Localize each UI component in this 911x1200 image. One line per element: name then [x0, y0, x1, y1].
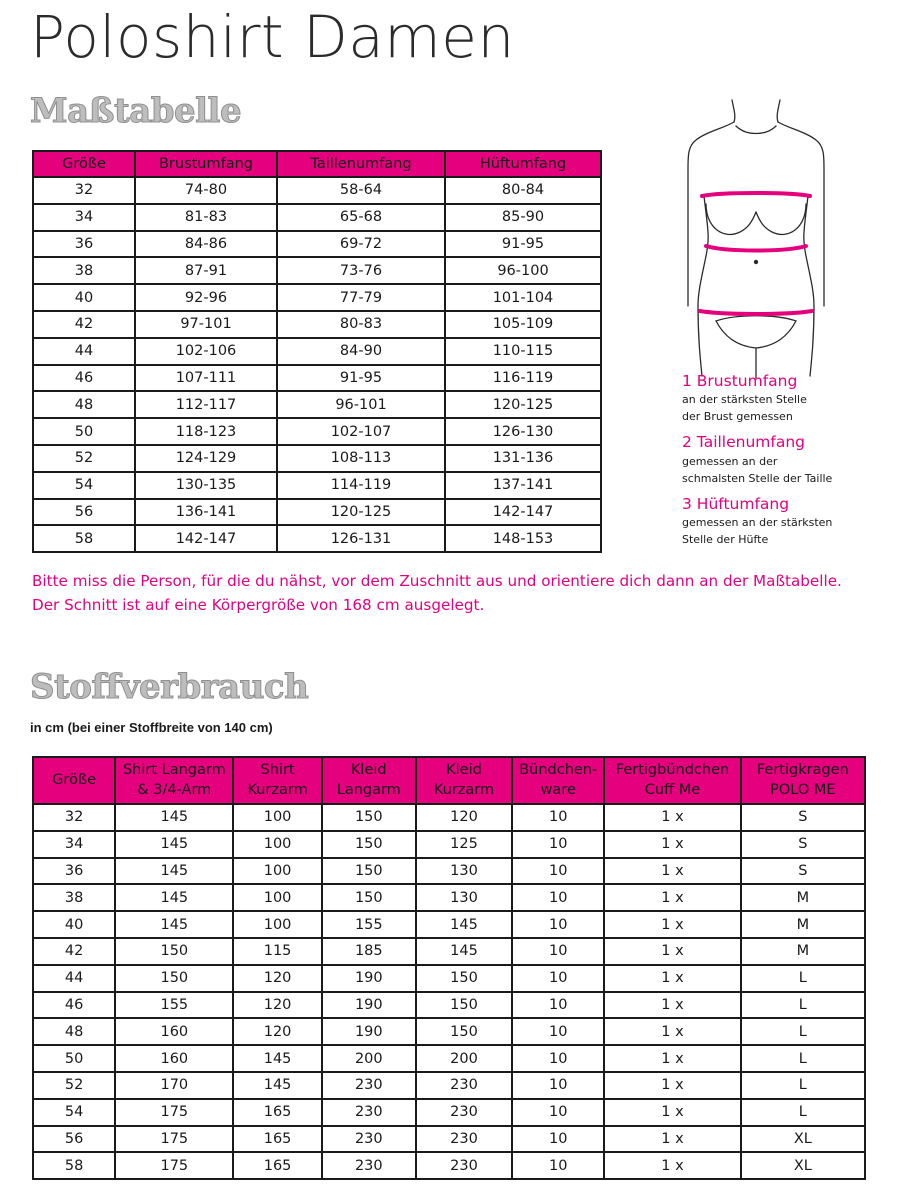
table-cell: 96-100 — [445, 257, 601, 284]
table-cell: 32 — [33, 177, 135, 204]
table-cell: 34 — [33, 831, 115, 858]
table-cell: 131-136 — [445, 445, 601, 472]
table-cell: 42 — [33, 938, 115, 965]
column-header: Taillenumfang — [277, 151, 445, 177]
table-cell: 118-123 — [135, 418, 277, 445]
table-cell: 10 — [512, 1152, 604, 1179]
table-cell: 142-147 — [135, 525, 277, 552]
table-row — [33, 1099, 865, 1126]
table-row — [33, 525, 601, 552]
table-row — [33, 257, 601, 284]
table-cell: 46 — [33, 992, 115, 1019]
table-cell: 230 — [322, 1126, 416, 1153]
column-header: Brustumfang — [135, 151, 277, 177]
table-cell: 190 — [322, 992, 416, 1019]
table-cell: 10 — [512, 1126, 604, 1153]
table-cell: 100 — [233, 858, 321, 885]
legend-title: 3 Hüftumfang — [682, 494, 790, 513]
column-header: Fertigkragen POLO ME — [741, 757, 865, 804]
table-cell: 136-141 — [135, 499, 277, 526]
column-header: Größe — [33, 757, 115, 804]
table-cell: 137-141 — [445, 472, 601, 499]
table-cell: 80-83 — [277, 311, 445, 338]
table-cell: L — [741, 1072, 865, 1099]
table-cell: 130 — [416, 858, 512, 885]
table-row — [33, 365, 601, 392]
table-cell: 56 — [33, 499, 135, 526]
legend-desc-line: der Brust gemessen — [682, 410, 793, 424]
table-cell: 124-129 — [135, 445, 277, 472]
table-cell: 165 — [233, 1152, 321, 1179]
table-cell: 1 x — [604, 1045, 740, 1072]
table-row — [33, 858, 865, 885]
table-cell: 145 — [233, 1072, 321, 1099]
size-chart-heading: Maßtabelle — [30, 91, 242, 131]
table-cell: 38 — [33, 884, 115, 911]
table-cell: 91-95 — [277, 365, 445, 392]
table-cell: 110-115 — [445, 338, 601, 365]
table-cell: 150 — [115, 938, 233, 965]
table-cell: 100 — [233, 884, 321, 911]
table-cell: 38 — [33, 257, 135, 284]
table-cell: 160 — [115, 1018, 233, 1045]
table-cell: 10 — [512, 1045, 604, 1072]
table-cell: S — [741, 858, 865, 885]
table-cell: 126-130 — [445, 418, 601, 445]
table-cell: 1 x — [604, 884, 740, 911]
size-chart-table — [32, 150, 602, 553]
table-row — [33, 391, 601, 418]
fabric-heading: Stoffverbrauch — [30, 667, 309, 707]
table-cell: 69-72 — [277, 231, 445, 258]
table-cell: 145 — [115, 884, 233, 911]
table-cell: 150 — [115, 965, 233, 992]
table-row — [33, 418, 601, 445]
table-cell: 84-90 — [277, 338, 445, 365]
table-row — [33, 284, 601, 311]
table-cell: 125 — [416, 831, 512, 858]
table-cell: 150 — [416, 965, 512, 992]
table-cell: 120 — [233, 1018, 321, 1045]
legend-desc-line: gemessen an der stärksten — [682, 516, 833, 530]
table-row — [33, 1072, 865, 1099]
table-cell: 100 — [233, 831, 321, 858]
table-cell: 107-111 — [135, 365, 277, 392]
table-row — [33, 992, 865, 1019]
table-cell: 87-91 — [135, 257, 277, 284]
table-cell: 230 — [416, 1072, 512, 1099]
table-row — [33, 1126, 865, 1153]
table-cell: L — [741, 1018, 865, 1045]
table-row — [33, 472, 601, 499]
fabric-body — [33, 804, 865, 1179]
table-cell: 40 — [33, 284, 135, 311]
table-cell: 155 — [115, 992, 233, 1019]
column-header: Shirt Kurzarm — [233, 757, 321, 804]
table-row — [33, 204, 601, 231]
column-header: Kleid Kurzarm — [416, 757, 512, 804]
table-cell: M — [741, 938, 865, 965]
table-cell: 190 — [322, 1018, 416, 1045]
table-cell: 105-109 — [445, 311, 601, 338]
table-cell: 145 — [115, 858, 233, 885]
table-cell: 120 — [233, 965, 321, 992]
table-cell: 91-95 — [445, 231, 601, 258]
fabric-header-row — [33, 757, 865, 804]
table-cell: 36 — [33, 858, 115, 885]
table-cell: 120-125 — [445, 391, 601, 418]
table-cell: 10 — [512, 1072, 604, 1099]
table-cell: M — [741, 884, 865, 911]
table-cell: 142-147 — [445, 499, 601, 526]
table-cell: 155 — [322, 911, 416, 938]
table-cell: 58 — [33, 1152, 115, 1179]
table-cell: 1 x — [604, 965, 740, 992]
table-cell: 1 x — [604, 1126, 740, 1153]
legend-desc-line: Stelle der Hüfte — [682, 533, 769, 547]
table-row — [33, 177, 601, 204]
table-cell: 165 — [233, 1099, 321, 1126]
table-row — [33, 499, 601, 526]
table-cell: 85-90 — [445, 204, 601, 231]
table-cell: 230 — [416, 1126, 512, 1153]
table-cell: 52 — [33, 1072, 115, 1099]
table-cell: 230 — [322, 1072, 416, 1099]
table-cell: 10 — [512, 992, 604, 1019]
table-row — [33, 831, 865, 858]
size-chart-body — [33, 177, 601, 552]
table-cell: 50 — [33, 418, 135, 445]
table-cell: XL — [741, 1126, 865, 1153]
table-cell: 120-125 — [277, 499, 445, 526]
table-row — [33, 884, 865, 911]
table-cell: 46 — [33, 365, 135, 392]
table-cell: 77-79 — [277, 284, 445, 311]
table-cell: 10 — [512, 884, 604, 911]
legend-desc-line: schmalsten Stelle der Taille — [682, 471, 833, 485]
table-cell: 54 — [33, 1099, 115, 1126]
table-cell: 50 — [33, 1045, 115, 1072]
table-cell: 190 — [322, 965, 416, 992]
table-cell: 102-107 — [277, 418, 445, 445]
table-cell: 148-153 — [445, 525, 601, 552]
column-header: Bündchen- ware — [512, 757, 604, 804]
table-cell: 1 x — [604, 1099, 740, 1126]
table-cell: 58-64 — [277, 177, 445, 204]
table-row — [33, 911, 865, 938]
column-header: Shirt Langarm & 3/4-Arm — [115, 757, 233, 804]
table-cell: 200 — [416, 1045, 512, 1072]
table-cell: S — [741, 804, 865, 831]
table-cell: 52 — [33, 445, 135, 472]
legend-desc-line: gemessen an der — [682, 454, 778, 468]
table-cell: 145 — [115, 831, 233, 858]
table-cell: 97-101 — [135, 311, 277, 338]
table-cell: 114-119 — [277, 472, 445, 499]
fabric-subtitle: in cm (bei einer Stoffbreite von 140 cm) — [30, 720, 273, 735]
table-cell: 56 — [33, 1126, 115, 1153]
table-cell: 115 — [233, 938, 321, 965]
table-cell: 170 — [115, 1072, 233, 1099]
legend-title: 2 Taillenumfang — [682, 433, 806, 452]
table-cell: 81-83 — [135, 204, 277, 231]
table-cell: 175 — [115, 1152, 233, 1179]
table-cell: 230 — [416, 1099, 512, 1126]
table-row — [33, 1045, 865, 1072]
table-cell: 96-101 — [277, 391, 445, 418]
legend-desc-line: an der stärksten Stelle — [682, 393, 807, 407]
table-cell: 73-76 — [277, 257, 445, 284]
table-cell: 1 x — [604, 858, 740, 885]
body-measurement-figure — [676, 96, 836, 381]
table-row — [33, 338, 601, 365]
legend-title: 1 Brustumfang — [682, 372, 798, 390]
table-cell: 230 — [322, 1099, 416, 1126]
table-cell: 34 — [33, 204, 135, 231]
table-cell: 130 — [416, 884, 512, 911]
table-cell: 108-113 — [277, 445, 445, 472]
table-cell: 92-96 — [135, 284, 277, 311]
table-cell: 84-86 — [135, 231, 277, 258]
table-cell: 58 — [33, 525, 135, 552]
table-cell: 1 x — [604, 992, 740, 1019]
table-cell: 42 — [33, 311, 135, 338]
table-cell: 36 — [33, 231, 135, 258]
table-cell: L — [741, 992, 865, 1019]
table-cell: M — [741, 911, 865, 938]
table-row — [33, 1152, 865, 1179]
table-cell: 1 x — [604, 1152, 740, 1179]
table-cell: L — [741, 1045, 865, 1072]
table-cell: 150 — [322, 884, 416, 911]
table-cell: 230 — [322, 1152, 416, 1179]
table-cell: 10 — [512, 911, 604, 938]
table-cell: 145 — [115, 804, 233, 831]
table-cell: 10 — [512, 858, 604, 885]
table-row — [33, 311, 601, 338]
table-cell: 145 — [233, 1045, 321, 1072]
table-cell: 1 x — [604, 831, 740, 858]
measurement-legend — [682, 372, 882, 556]
table-cell: 150 — [416, 1018, 512, 1045]
table-cell: 116-119 — [445, 365, 601, 392]
column-header: Fertigbündchen Cuff Me — [604, 757, 740, 804]
table-cell: 150 — [322, 831, 416, 858]
table-cell: 145 — [416, 911, 512, 938]
table-cell: 74-80 — [135, 177, 277, 204]
table-cell: XL — [741, 1152, 865, 1179]
table-cell: 175 — [115, 1099, 233, 1126]
note-line: Der Schnitt ist auf eine Körpergröße von 168 cm ausgelegt. — [32, 595, 485, 614]
table-cell: 150 — [322, 858, 416, 885]
table-cell: 101-104 — [445, 284, 601, 311]
table-cell: 102-106 — [135, 338, 277, 365]
table-cell: 145 — [115, 911, 233, 938]
table-cell: 1 x — [604, 938, 740, 965]
table-cell: 10 — [512, 1018, 604, 1045]
table-row — [33, 965, 865, 992]
table-cell: 48 — [33, 1018, 115, 1045]
table-cell: 10 — [512, 1099, 604, 1126]
table-cell: S — [741, 831, 865, 858]
table-cell: 40 — [33, 911, 115, 938]
table-cell: 160 — [115, 1045, 233, 1072]
table-cell: 200 — [322, 1045, 416, 1072]
table-cell: 175 — [115, 1126, 233, 1153]
table-cell: 10 — [512, 938, 604, 965]
column-header: Größe — [33, 151, 135, 177]
table-cell: 10 — [512, 804, 604, 831]
table-cell: 150 — [322, 804, 416, 831]
table-cell: 100 — [233, 911, 321, 938]
table-row — [33, 231, 601, 258]
table-cell: 185 — [322, 938, 416, 965]
note-line: Bitte miss die Person, für die du nähst, vor dem Zuschnitt aus und orientiere dich dann an der Maßtabelle. — [32, 572, 842, 590]
table-cell: 44 — [33, 338, 135, 365]
legend-item-hueftumfang — [682, 495, 882, 548]
table-cell: 126-131 — [277, 525, 445, 552]
table-cell: 230 — [416, 1152, 512, 1179]
table-cell: 1 x — [604, 1018, 740, 1045]
table-cell: 1 x — [604, 804, 740, 831]
table-cell: 1 x — [604, 1072, 740, 1099]
table-cell: 44 — [33, 965, 115, 992]
table-cell: 165 — [233, 1126, 321, 1153]
table-row — [33, 1018, 865, 1045]
table-row — [33, 445, 601, 472]
table-cell: 1 x — [604, 911, 740, 938]
table-cell: L — [741, 965, 865, 992]
table-row — [33, 804, 865, 831]
page-title: Poloshirt Damen — [30, 3, 515, 71]
legend-item-brustumfang — [682, 372, 882, 425]
size-chart-header-row — [33, 151, 601, 177]
table-cell: 150 — [416, 992, 512, 1019]
column-header: Kleid Langarm — [322, 757, 416, 804]
table-cell: 32 — [33, 804, 115, 831]
table-cell: 48 — [33, 391, 135, 418]
table-cell: 80-84 — [445, 177, 601, 204]
table-cell: 10 — [512, 831, 604, 858]
table-cell: 100 — [233, 804, 321, 831]
legend-item-taillenumfang — [682, 433, 882, 486]
table-cell: 120 — [233, 992, 321, 1019]
table-cell: 112-117 — [135, 391, 277, 418]
table-row — [33, 938, 865, 965]
table-cell: 54 — [33, 472, 135, 499]
measurement-note — [32, 570, 842, 617]
column-header: Hüftumfang — [445, 151, 601, 177]
table-cell: 10 — [512, 965, 604, 992]
table-cell: 130-135 — [135, 472, 277, 499]
fabric-usage-table — [32, 756, 866, 1180]
table-cell: L — [741, 1099, 865, 1126]
table-cell: 65-68 — [277, 204, 445, 231]
table-cell: 145 — [416, 938, 512, 965]
table-cell: 120 — [416, 804, 512, 831]
